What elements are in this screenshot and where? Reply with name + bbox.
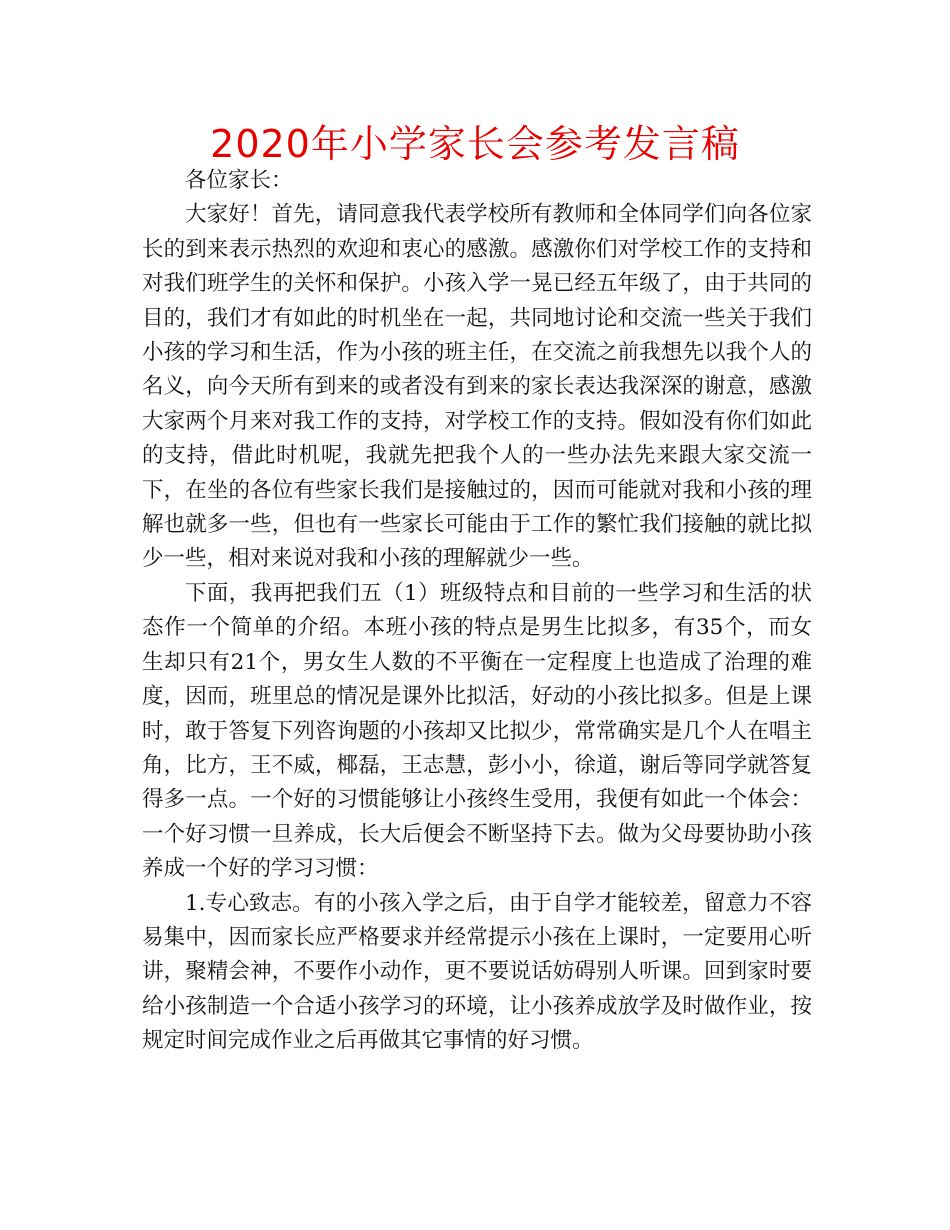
document-title: 2020年小学家长会参考发言稿 — [210, 122, 740, 166]
document-body — [142, 164, 812, 1059]
body-paragraph: 大家好！首先，请同意我代表学校所有教师和全体同学们向各位家长的到来表示热烈的欢迎和衷心的感激。感激你们对学校工作的支持和对我们班学生的关怀和保护。小孩入学一晃已经五年级了，由于共同的目的，我们才有如此的时机坐在一起，共同地讨论和交流一些关于我们小孩的学习和生活，作为小孩的班主任，在交流之前我想先以我个人的名义，向今天所有到来的或者没有到来的家长表达我深深的谢意，感激大家两个月来对我工作的支持，对学校工作的支持。假如没有你们如此的支持，借此时机呢，我就先把我个人的一些办法先来跟大家交流一下，在坐的各位有些家长我们是接触过的，因而可能就对我和小孩的理解也就多一些，但也有一些家长可能由于工作的繁忙我们接触的就比拟少一些，相对来说对我和小孩的理解就少一些。 — [142, 202, 812, 572]
body-paragraph: 下面，我再把我们五（1）班级特点和目前的一些学习和生活的状态作一个简单的介绍。本班小孩的特点是男生比拟多，有35个，而女生却只有21个，男女生人数的不平衡在一定程度上也造成了治理的难度，因而，班里总的情况是课外比拟活，好动的小孩比拟多。但是上课时，敢于答复下列咨询题的小孩却又比拟少，常常确实是几个人在唱主角，比方，王不威，椰磊，王志慧，彭小小，徐道，谢后等同学就答复得多一点。一个好的习惯能够让小孩终生受用，我便有如此一个体会：一个好习惯一旦养成，长大后便会不断坚持下去。做为父母要协助小孩养成一个好的学习习惯： — [142, 580, 812, 882]
salutation-paragraph: 各位家长： — [185, 168, 293, 193]
body-paragraph: 1.专心致志。有的小孩入学之后，由于自学才能较差，留意力不容易集中，因而家长应严格要求并经常提示小孩在上课时，一定要用心听讲，聚精会神，不要作小动作，更不要说话妨碍别人听课。回到家时要给小孩制造一个合适小孩学习的环境，让小孩养成放学及时做作业，按规定时间完成作业之后再做其它事情的好习惯。 — [142, 890, 812, 1054]
